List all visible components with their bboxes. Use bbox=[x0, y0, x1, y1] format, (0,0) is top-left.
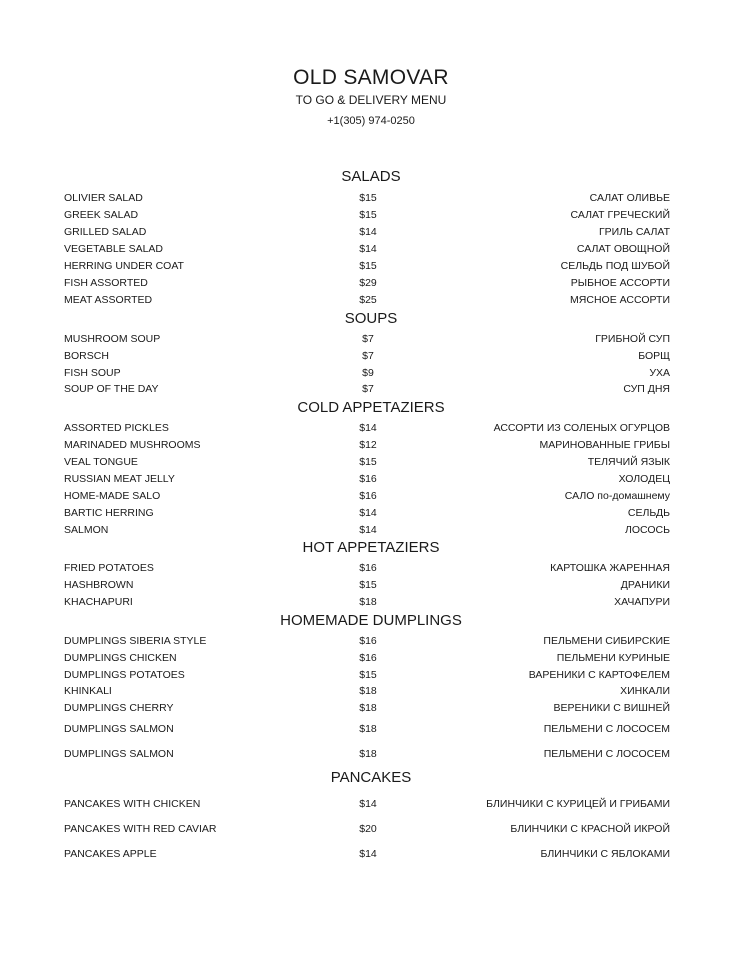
item-name-en: GREEK SALAD bbox=[64, 209, 139, 221]
item-price: $15 bbox=[359, 209, 377, 221]
item-name-ru: ХАЧАПУРИ bbox=[614, 596, 670, 608]
item-name-ru: ГРИЛЬ САЛАТ bbox=[598, 226, 670, 238]
item-name-en: PANCAKES APPLE bbox=[64, 848, 157, 860]
menu-item bbox=[0, 420, 742, 437]
item-price: $15 bbox=[359, 456, 377, 468]
item-price: $18 bbox=[359, 748, 377, 760]
item-name-en: DUMPLINGS POTATOES bbox=[64, 669, 185, 681]
menu-item bbox=[0, 522, 742, 539]
item-name-en: HASHBROWN bbox=[64, 579, 134, 591]
menu-item bbox=[0, 365, 742, 382]
item-name-ru: САЛО по-домашнему bbox=[564, 490, 670, 502]
menu-item bbox=[0, 796, 742, 813]
section-title-soups: SOUPS bbox=[344, 310, 398, 327]
menu-item bbox=[0, 241, 742, 258]
item-name-ru: ПЕЛЬМЕНИ С ЛОСОСЕМ bbox=[543, 723, 670, 735]
item-name-ru: ПЕЛЬМЕНИ СИБИРСКИЕ bbox=[543, 635, 670, 647]
menu-item bbox=[0, 258, 742, 275]
item-name-en: HERRING UNDER COAT bbox=[64, 260, 184, 272]
item-price: $7 bbox=[362, 383, 374, 395]
item-name-en: SALMON bbox=[64, 524, 109, 536]
item-name-en: KHACHAPURI bbox=[64, 596, 133, 608]
item-name-ru: УХА bbox=[649, 367, 670, 379]
item-name-en: BARTIC HERRING bbox=[64, 507, 154, 519]
item-price: $15 bbox=[359, 260, 377, 272]
menu-item bbox=[0, 633, 742, 650]
item-price: $14 bbox=[359, 422, 377, 434]
item-name-ru: ЛОСОСЬ bbox=[624, 524, 670, 536]
section-title-pancakes: PANCAKES bbox=[330, 769, 412, 786]
item-price: $14 bbox=[359, 243, 377, 255]
menu-item bbox=[0, 560, 742, 577]
item-name-ru: ТЕЛЯЧИЙ ЯЗЫК bbox=[587, 456, 670, 468]
item-price: $18 bbox=[359, 685, 377, 697]
menu-item bbox=[0, 667, 742, 684]
item-name-ru: БЛИНЧИКИ С КУРИЦЕЙ И ГРИБАМИ bbox=[486, 798, 670, 810]
item-name-ru: МЯСНОЕ АССОРТИ bbox=[570, 294, 670, 306]
item-name-en: BORSCH bbox=[64, 350, 109, 362]
section-title-homemade-dumplings: HOMEMADE DUMPLINGS bbox=[280, 612, 462, 629]
menu-item bbox=[0, 224, 742, 241]
item-price: $7 bbox=[362, 350, 374, 362]
item-name-en: FISH ASSORTED bbox=[64, 277, 148, 289]
item-name-en: DUMPLINGS CHERRY bbox=[64, 702, 174, 714]
item-price: $15 bbox=[359, 669, 377, 681]
item-price: $16 bbox=[359, 473, 377, 485]
item-name-en: MEAT ASSORTED bbox=[64, 294, 153, 306]
item-name-en: FRIED POTATOES bbox=[64, 562, 154, 574]
item-name-en: VEAL TONGUE bbox=[64, 456, 138, 468]
menu-item bbox=[0, 577, 742, 594]
menu-item bbox=[0, 437, 742, 454]
item-price: $12 bbox=[359, 439, 377, 451]
item-name-en: PANCAKES WITH CHICKEN bbox=[64, 798, 201, 810]
item-price: $14 bbox=[359, 524, 377, 536]
menu-item bbox=[0, 454, 742, 471]
menu-title: OLD SAMOVAR bbox=[293, 66, 449, 89]
item-name-en: DUMPLINGS SALMON bbox=[64, 748, 174, 760]
item-name-ru: СЕЛЬДЬ bbox=[627, 507, 670, 519]
item-price: $18 bbox=[359, 596, 377, 608]
item-name-ru: САЛАТ ОВОЩНОЙ bbox=[576, 243, 670, 255]
item-name-en: FISH SOUP bbox=[64, 367, 121, 379]
item-name-en: DUMPLINGS SALMON bbox=[64, 723, 174, 735]
item-name-ru: ХОЛОДЕЦ bbox=[618, 473, 670, 485]
menu-item bbox=[0, 821, 742, 838]
menu-item bbox=[0, 471, 742, 488]
menu-item bbox=[0, 275, 742, 292]
menu-item bbox=[0, 650, 742, 667]
item-price: $16 bbox=[359, 635, 377, 647]
item-name-ru: САЛАТ ГРЕЧЕСКИЙ bbox=[570, 209, 670, 221]
item-price: $14 bbox=[359, 507, 377, 519]
item-name-en: RUSSIAN MEAT JELLY bbox=[64, 473, 175, 485]
menu-item bbox=[0, 381, 742, 398]
item-price: $14 bbox=[359, 798, 377, 810]
menu-item bbox=[0, 190, 742, 207]
item-name-en: OLIVIER SALAD bbox=[64, 192, 143, 204]
menu-item bbox=[0, 505, 742, 522]
item-name-ru: ВАРЕНИКИ С КАРТОФЕЛЕМ bbox=[528, 669, 670, 681]
item-name-ru: САЛАТ ОЛИВЬЕ bbox=[589, 192, 670, 204]
menu-item bbox=[0, 700, 742, 717]
item-price: $20 bbox=[359, 823, 377, 835]
item-price: $14 bbox=[359, 226, 377, 238]
item-name-ru: КАРТОШКА ЖАРЕННАЯ bbox=[550, 562, 670, 574]
item-price: $18 bbox=[359, 723, 377, 735]
item-name-en: HOME-MADE SALO bbox=[64, 490, 161, 502]
menu-item bbox=[0, 846, 742, 863]
item-name-ru: ВЕРЕНИКИ С ВИШНЕЙ bbox=[553, 702, 670, 714]
item-price: $7 bbox=[362, 333, 374, 345]
menu-item bbox=[0, 331, 742, 348]
item-name-ru: БЛИНЧИКИ С ЯБЛОКАМИ bbox=[540, 848, 670, 860]
phone-number: +1(305) 974-0250 bbox=[327, 115, 415, 127]
item-price: $15 bbox=[359, 192, 377, 204]
item-price: $15 bbox=[359, 579, 377, 591]
menu-item bbox=[0, 292, 742, 309]
menu-item bbox=[0, 721, 742, 738]
item-name-ru: АССОРТИ ИЗ СОЛЕНЫХ ОГУРЦОВ bbox=[493, 422, 670, 434]
item-name-ru: ПЕЛЬМЕНИ КУРИНЫЕ bbox=[556, 652, 670, 664]
menu-subtitle: TO GO & DELIVERY MENU bbox=[295, 93, 447, 107]
item-name-en: DUMPLINGS SIBERIA STYLE bbox=[64, 635, 207, 647]
item-price: $16 bbox=[359, 652, 377, 664]
item-price: $29 bbox=[359, 277, 377, 289]
item-name-ru: ГРИБНОЙ СУП bbox=[595, 333, 670, 345]
item-name-ru: ДРАНИКИ bbox=[620, 579, 670, 591]
menu-item bbox=[0, 207, 742, 224]
menu-item bbox=[0, 488, 742, 505]
menu-item bbox=[0, 746, 742, 763]
menu-item bbox=[0, 594, 742, 611]
item-name-ru: БОРЩ bbox=[638, 350, 670, 362]
item-name-en: MARINADED MUSHROOMS bbox=[64, 439, 201, 451]
item-price: $25 bbox=[359, 294, 377, 306]
item-name-en: ASSORTED PICKLES bbox=[64, 422, 169, 434]
item-name-ru: СУП ДНЯ bbox=[623, 383, 670, 395]
item-price: $9 bbox=[362, 367, 374, 379]
item-name-en: MUSHROOM SOUP bbox=[64, 333, 161, 345]
item-price: $18 bbox=[359, 702, 377, 714]
item-price: $14 bbox=[359, 848, 377, 860]
item-name-ru: РЫБНОЕ АССОРТИ bbox=[570, 277, 670, 289]
item-price: $16 bbox=[359, 562, 377, 574]
item-name-en: PANCAKES WITH RED CAVIAR bbox=[64, 823, 217, 835]
item-name-en: DUMPLINGS CHICKEN bbox=[64, 652, 177, 664]
item-name-ru: ХИНКАЛИ bbox=[620, 685, 670, 697]
item-price: $16 bbox=[359, 490, 377, 502]
menu-item bbox=[0, 348, 742, 365]
menu-item bbox=[0, 683, 742, 700]
item-name-ru: СЕЛЬДЬ ПОД ШУБОЙ bbox=[560, 260, 670, 272]
item-name-ru: ПЕЛЬМЕНИ С ЛОСОСЕМ bbox=[543, 748, 670, 760]
item-name-ru: БЛИНЧИКИ С КРАСНОЙ ИКРОЙ bbox=[510, 823, 670, 835]
item-name-en: KHINKALI bbox=[64, 685, 112, 697]
section-title-hot-appetaziers: HOT APPETAZIERS bbox=[302, 539, 440, 556]
item-name-ru: МАРИНОВАННЫЕ ГРИБЫ bbox=[539, 439, 670, 451]
item-name-en: SOUP OF THE DAY bbox=[64, 383, 159, 395]
section-title-cold-appetaziers: COLD APPETAZIERS bbox=[297, 399, 445, 416]
item-name-en: VEGETABLE SALAD bbox=[64, 243, 164, 255]
section-title-salads: SALADS bbox=[341, 168, 401, 185]
item-name-en: GRILLED SALAD bbox=[64, 226, 147, 238]
